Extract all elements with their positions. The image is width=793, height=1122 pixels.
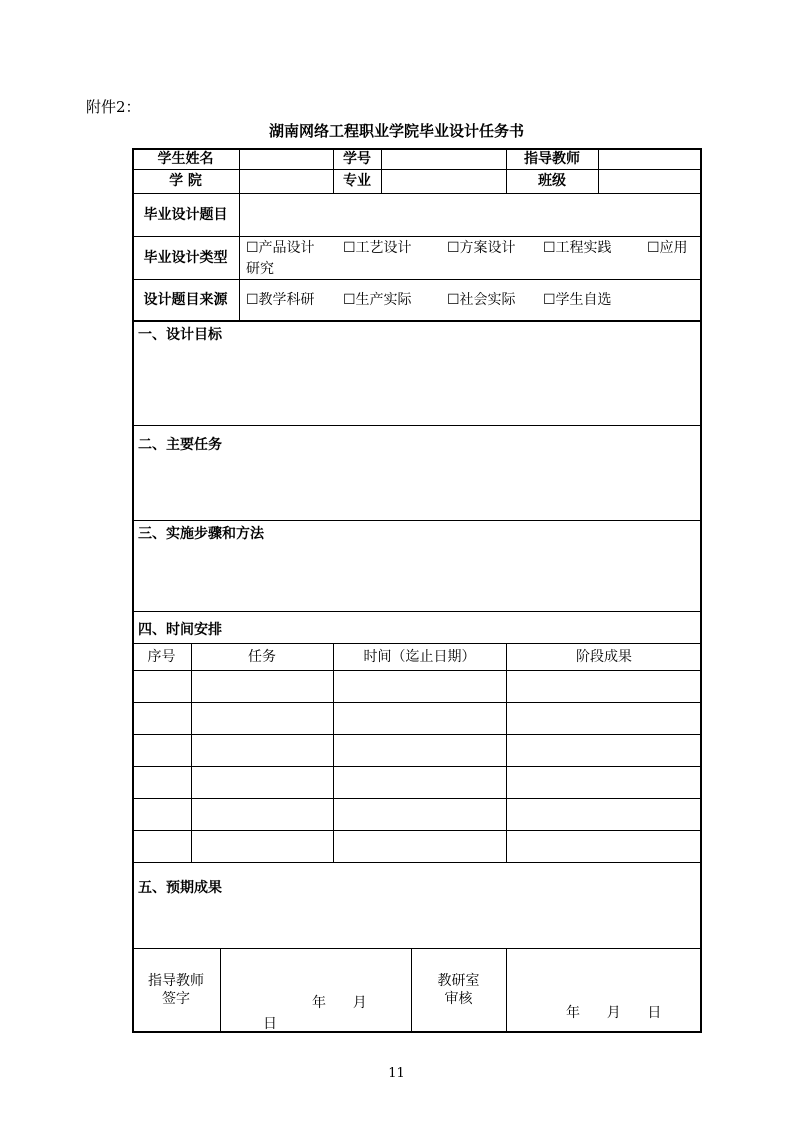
schedule-header-time: 时间（迄止日期） bbox=[363, 649, 476, 665]
student-id-label: 学号 bbox=[343, 150, 371, 167]
type-option-product-design[interactable]: ☐产品设计 bbox=[246, 240, 315, 256]
major-label: 专业 bbox=[343, 173, 371, 189]
advisor-field[interactable] bbox=[599, 149, 701, 169]
type-option-engineering-practice[interactable]: ☐工程实践 bbox=[543, 240, 612, 256]
office-date: 年 月 日 bbox=[566, 1005, 662, 1021]
row-divider bbox=[132, 425, 702, 426]
source-option-teaching-research[interactable]: ☐教学科研 bbox=[246, 292, 315, 308]
major-field[interactable] bbox=[382, 170, 506, 193]
student-name-label: 学生姓名 bbox=[157, 150, 214, 167]
row-divider bbox=[132, 948, 702, 949]
main-tasks-area[interactable] bbox=[133, 454, 701, 519]
advisor-date-year-month: 年 月 bbox=[312, 995, 367, 1011]
section-design-goal: 一、设计目标 bbox=[138, 327, 222, 343]
row-divider bbox=[132, 611, 702, 612]
page-number: 11 bbox=[388, 1066, 405, 1081]
class-label: 班级 bbox=[538, 173, 566, 189]
source-option-social[interactable]: ☐社会实际 bbox=[447, 292, 516, 308]
student-id-field[interactable] bbox=[382, 149, 506, 169]
college-label: 学 院 bbox=[169, 173, 202, 189]
advisor-sign-label-1: 指导教师 bbox=[148, 973, 204, 989]
advisor-label: 指导教师 bbox=[524, 150, 580, 167]
schedule-header-no: 序号 bbox=[147, 649, 176, 665]
table-row[interactable] bbox=[133, 831, 701, 862]
table-row[interactable] bbox=[133, 735, 701, 766]
row-divider bbox=[132, 520, 702, 521]
student-name-field[interactable] bbox=[240, 149, 333, 169]
document-title: 湖南网络工程职业学院毕业设计任务书 bbox=[268, 122, 524, 140]
section-main-tasks: 二、主要任务 bbox=[138, 437, 222, 453]
attachment-label: 附件2： bbox=[86, 98, 141, 116]
table-row[interactable] bbox=[133, 799, 701, 830]
office-review-label-2: 审核 bbox=[444, 991, 473, 1007]
table-row[interactable] bbox=[133, 671, 701, 702]
table-row[interactable] bbox=[133, 703, 701, 734]
type-options bbox=[246, 238, 698, 258]
college-field[interactable] bbox=[240, 170, 333, 193]
office-review-label-1: 教研室 bbox=[437, 973, 480, 989]
section-expected-results: 五、预期成果 bbox=[138, 880, 222, 896]
section-schedule: 四、时间安排 bbox=[138, 622, 222, 638]
type-label: 毕业设计类型 bbox=[143, 250, 228, 266]
advisor-sign-label-2: 签字 bbox=[162, 991, 190, 1007]
source-label: 设计题目来源 bbox=[143, 292, 228, 308]
design-goal-area[interactable] bbox=[133, 344, 701, 424]
col-divider bbox=[506, 948, 507, 1033]
type-option-plan-design[interactable]: ☐方案设计 bbox=[447, 240, 516, 256]
row-divider bbox=[132, 320, 702, 322]
class-field[interactable] bbox=[599, 170, 701, 193]
source-option-production[interactable]: ☐生产实际 bbox=[343, 292, 412, 308]
topic-label: 毕业设计题目 bbox=[143, 207, 228, 223]
schedule-header-task: 任务 bbox=[248, 649, 276, 665]
type-option-process-design[interactable]: ☐工艺设计 bbox=[343, 240, 412, 256]
topic-field[interactable] bbox=[240, 194, 701, 236]
expected-results-area[interactable] bbox=[133, 897, 701, 947]
row-divider bbox=[132, 862, 702, 863]
steps-methods-area[interactable] bbox=[133, 543, 701, 610]
type-option-applied-research[interactable]: ☐应用 bbox=[647, 240, 688, 256]
type-option-continuation: 研究 bbox=[246, 261, 274, 277]
schedule-header-result: 阶段成果 bbox=[576, 649, 632, 665]
advisor-date-day: 日 bbox=[263, 1016, 277, 1032]
section-steps-methods: 三、实施步骤和方法 bbox=[138, 526, 264, 542]
source-option-self-selected[interactable]: ☐学生自选 bbox=[543, 292, 612, 308]
table-row[interactable] bbox=[133, 767, 701, 798]
source-options bbox=[246, 290, 698, 310]
col-divider bbox=[220, 948, 221, 1033]
